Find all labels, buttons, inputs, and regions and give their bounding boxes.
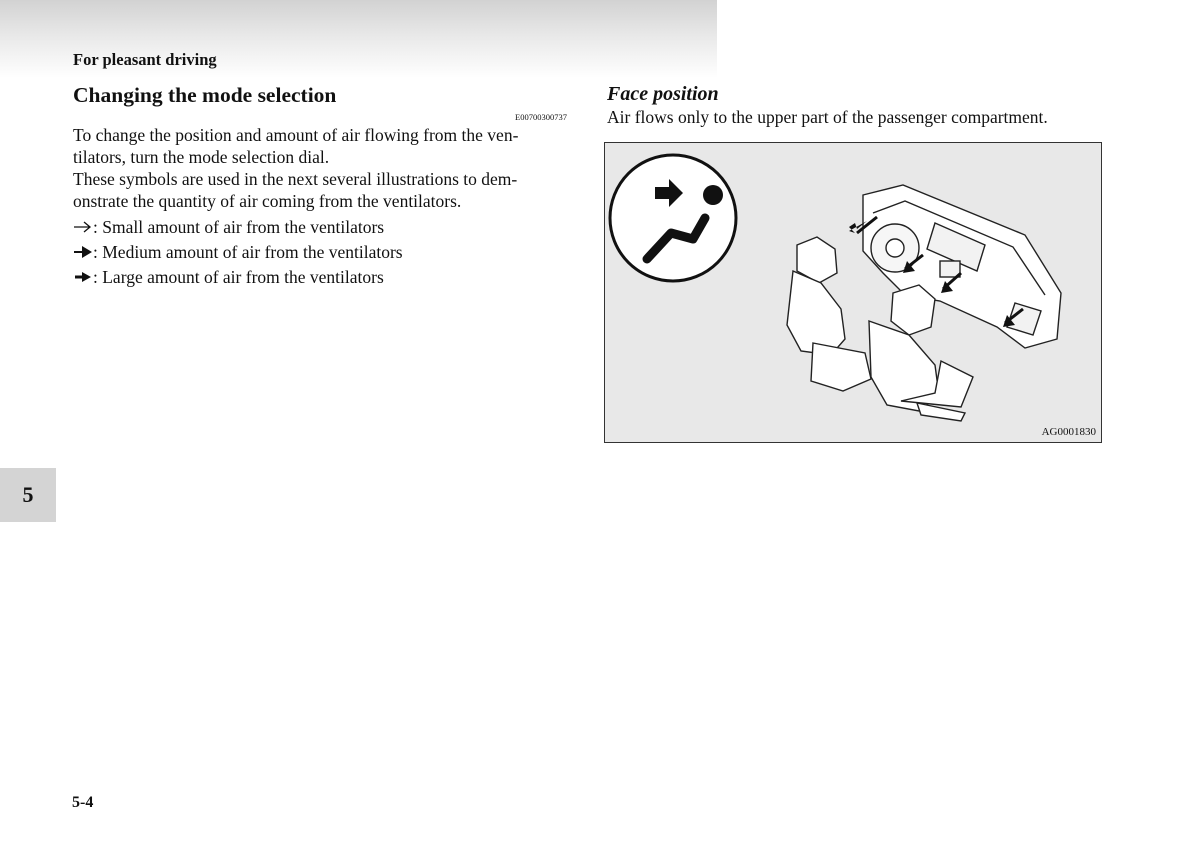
face-position-text: Air flows only to the upper part of the passenger compartment. (607, 107, 1048, 127)
air-amount-legend (73, 214, 568, 289)
legend-text-large: : Large amount of air from the ventilators (93, 266, 384, 287)
legend-item-small (73, 214, 568, 239)
legend-item-large (73, 264, 568, 289)
reference-code: E00700300737 (515, 112, 567, 122)
medium-arrow-icon (73, 245, 93, 259)
chapter-tab (0, 468, 56, 522)
dashboard-drawing (863, 185, 1061, 348)
thin-arrow-icon (73, 220, 93, 234)
page-number: 5-4 (72, 794, 94, 811)
section-label: For pleasant driving (73, 50, 217, 69)
large-arrow-icon (73, 270, 93, 284)
section-heading: Changing the mode selection (73, 83, 337, 107)
legend-item-medium (73, 239, 568, 264)
paragraph-1: To change the position and amount of air flowing from the ven-tilators, turn the mode selection dial. (73, 125, 519, 167)
body-text (73, 124, 568, 289)
face-position-illustration (604, 142, 1102, 443)
chapter-number: 5 (22, 482, 34, 507)
face-vent-mode-icon (610, 155, 736, 281)
face-position-heading: Face position (607, 83, 719, 105)
legend-text-small: : Small amount of air from the ventilators (93, 216, 385, 237)
legend-text-medium: : Medium amount of air from the ventilators (93, 241, 403, 262)
figure-code: AG0001830 (1041, 426, 1096, 438)
paragraph-2: These symbols are used in the next several illustrations to dem-onstrate the quantity of air coming from the ventilators. (73, 169, 518, 211)
